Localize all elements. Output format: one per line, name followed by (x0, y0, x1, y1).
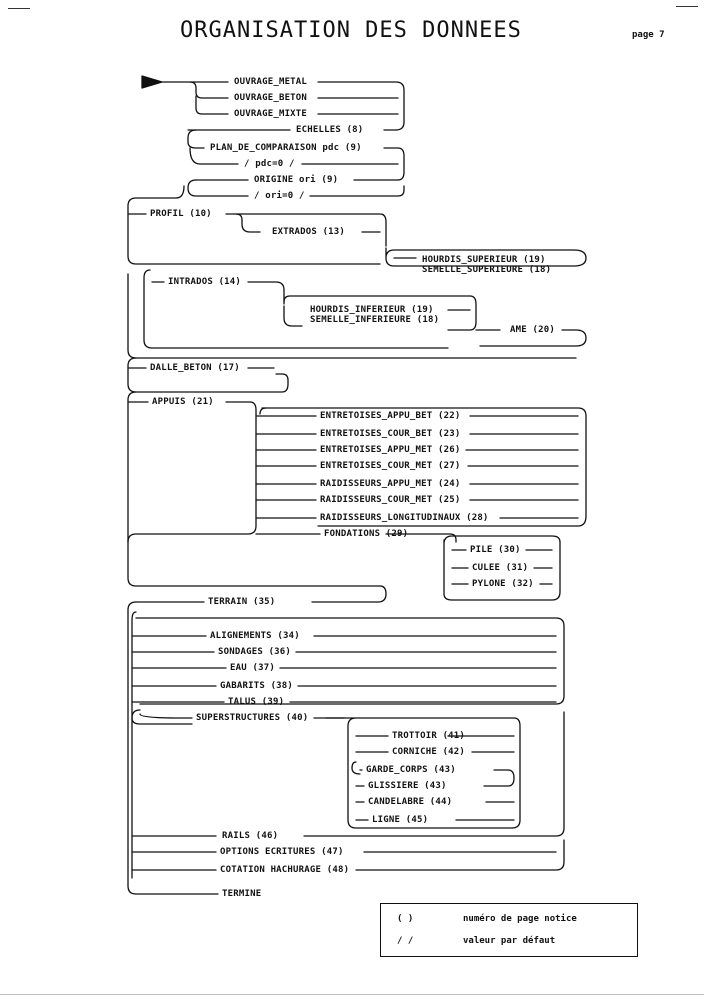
node-termine: TERMINE (222, 889, 262, 899)
node-origine: ORIGINE ori (9) (254, 175, 339, 185)
connector (312, 586, 386, 602)
node-dalle-beton: DALLE_BETON (17) (150, 363, 240, 373)
node-pylone: PYLONE (32) (472, 579, 534, 589)
connector (284, 306, 302, 326)
legend-symbol-parens: ( ) (397, 914, 414, 924)
connector (356, 840, 564, 870)
node-culee: CULEE (31) (472, 563, 529, 573)
node-eau: EAU (37) (230, 663, 275, 673)
node-entretoises-cour-met: ENTRETOISES_COUR_MET (27) (320, 461, 461, 471)
connector (188, 180, 248, 196)
node-semelle-superieure: SEMELLE_SUPERIEURE (18) (422, 265, 552, 275)
node-fondations: FONDATIONS (29) (324, 529, 409, 539)
node-glissiere: GLISSIERE (43) (368, 781, 447, 791)
node-ligne: LIGNE (45) (372, 815, 429, 825)
node-pile: PILE (30) (470, 545, 521, 555)
connector (310, 186, 404, 196)
node-plan-de-comparaison: PLAN_DE_COMPARAISON pdc (9) (210, 143, 362, 153)
node-ame: AME (20) (510, 325, 555, 335)
node-entretoises-appu-bet: ENTRETOISES_APPU_BET (22) (320, 411, 461, 421)
node-intrados: INTRADOS (14) (168, 277, 242, 287)
node-options-ecritures: OPTIONS ECRITURES (47) (220, 847, 344, 857)
node-trottoir: TROTTOIR (41) (392, 731, 466, 741)
node-cotation-hachurage: COTATION HACHURAGE (48) (220, 865, 350, 875)
connector (140, 714, 192, 718)
node-gabarits: GABARITS (38) (220, 681, 294, 691)
node-pdc-default: / pdc=0 / (244, 159, 295, 169)
node-profil: PROFIL (10) (150, 209, 212, 219)
page-number: page 7 (632, 30, 665, 40)
connector (132, 710, 192, 724)
legend-box (380, 903, 638, 957)
connector (136, 618, 564, 704)
node-entretoises-appu-met: ENTRETOISES_APPU_MET (26) (320, 445, 461, 455)
node-ouvrage-mixte: OUVRAGE_MIXTE (234, 109, 308, 119)
node-echelles: ECHELLES (8) (296, 125, 364, 135)
connector (260, 408, 266, 414)
node-hourdis-inferieur: HOURDIS_INFERIEUR (19) (310, 305, 434, 315)
start-arrow-icon (142, 76, 162, 88)
node-ori-default: / ori=0 / (254, 191, 305, 201)
legend-desc-slashes: valeur par défaut (463, 936, 556, 946)
connector (352, 762, 360, 774)
bottom-rule (0, 994, 704, 995)
node-raidisseurs-longitudinaux: RAIDISSEURS_LONGITUDINAUX (28) (320, 513, 489, 523)
node-ouvrage-beton: OUVRAGE_BETON (234, 93, 308, 103)
legend-symbol-slashes: / / (397, 936, 414, 946)
connector (318, 82, 404, 130)
page-title: ORGANISATION DES DONNEES (180, 18, 522, 43)
connector (188, 130, 204, 148)
connector (248, 282, 284, 304)
node-superstructures: SUPERSTRUCTURES (40) (196, 713, 309, 723)
node-hourdis-superieur: HOURDIS_SUPERIEUR (19) (422, 255, 546, 265)
node-alignements: ALIGNEMENTS (34) (210, 631, 300, 641)
legend-desc-parens: numéro de page notice (463, 914, 577, 924)
connector (484, 770, 514, 786)
node-ouvrage-metal: OUVRAGE_METAL (234, 77, 308, 87)
node-appuis: APPUIS (21) (152, 397, 214, 407)
node-candelabre: CANDELABRE (44) (368, 797, 453, 807)
node-entretoises-cour-bet: ENTRETOISES_COUR_BET (23) (320, 429, 461, 439)
connector (128, 602, 218, 894)
connector (128, 402, 256, 542)
connector (236, 214, 260, 232)
node-raidisseurs-cour-met: RAIDISSEURS_COUR_MET (25) (320, 495, 461, 505)
node-rails: RAILS (46) (222, 831, 279, 841)
node-garde-corps: GARDE_CORPS (43) (366, 765, 456, 775)
node-sondages: SONDAGES (36) (218, 647, 292, 657)
node-extrados: EXTRADOS (13) (272, 227, 346, 237)
connector (196, 96, 228, 114)
node-semelle-inferieure: SEMELLE_INFERIEURE (18) (310, 315, 440, 325)
node-raidisseurs-appu-met: RAIDISSEURS_APPU_MET (24) (320, 479, 461, 489)
node-talus: TALUS (39) (228, 697, 285, 707)
node-corniche: CORNICHE (42) (392, 747, 466, 757)
node-terrain: TERRAIN (35) (208, 597, 276, 607)
